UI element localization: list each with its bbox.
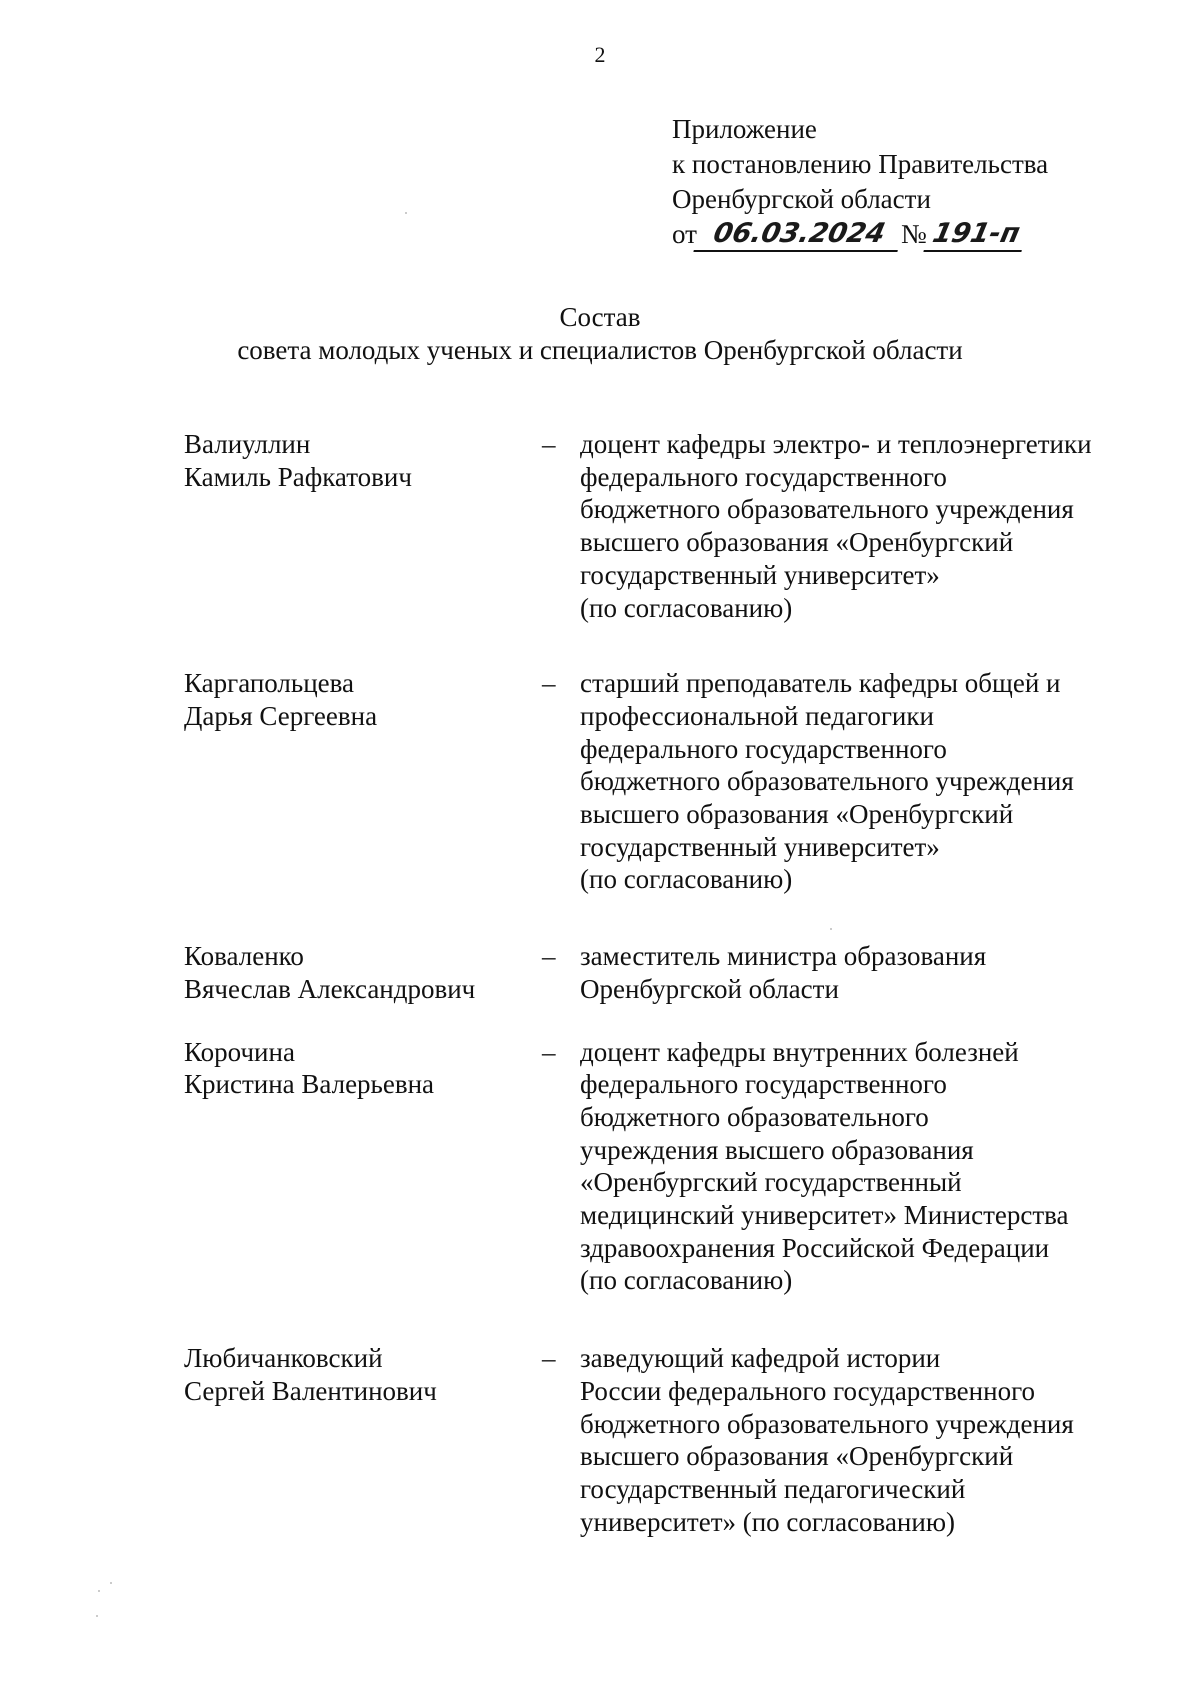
scan-speck — [110, 1582, 112, 1584]
role-line: старший преподаватель кафедры общей и — [580, 668, 1061, 699]
member-role — [580, 428, 1144, 624]
role-line: бюджетного образовательного учреждения — [580, 766, 1074, 797]
appendix-line-2: к постановлению Правительства — [672, 149, 1049, 179]
dash-separator: – — [542, 429, 556, 459]
document-title — [0, 301, 1200, 367]
role-line: (по согласованию) — [580, 1265, 793, 1296]
scan-speck — [830, 928, 832, 930]
member-given-names: Дарья Сергеевна — [184, 700, 378, 731]
member-given-names: Камиль Рафкатович — [184, 461, 412, 492]
handwritten-number: 191-п — [923, 218, 1028, 252]
role-line: медицинский университет» Министерства — [580, 1200, 1069, 1231]
member-entry — [184, 428, 1144, 624]
member-surname: Корочина — [184, 1036, 295, 1067]
role-line: «Оренбургский государственный — [580, 1167, 962, 1198]
dash-separator: – — [542, 941, 556, 972]
member-surname: Каргапольцева — [184, 668, 355, 699]
role-line: профессиональной педагогики — [580, 700, 934, 731]
member-surname: Коваленко — [184, 941, 304, 972]
scan-speck — [96, 1615, 98, 1617]
member-given-names: Сергей Валентинович — [184, 1375, 437, 1406]
role-line: здравоохранения Российской Федерации — [580, 1232, 1050, 1263]
role-line: (по согласованию) — [580, 592, 793, 623]
role-line: доцент кафедры внутренних болезней — [580, 1036, 1019, 1067]
member-role — [580, 1342, 1144, 1538]
member-role — [580, 667, 1144, 896]
dash-separator: – — [542, 668, 556, 699]
member-role — [580, 940, 1144, 1005]
member-name — [184, 1036, 542, 1101]
role-line: заведующий кафедрой истории — [580, 1343, 941, 1374]
member-entry — [184, 667, 1144, 896]
member-name — [184, 940, 542, 1005]
number-label: № — [900, 219, 927, 249]
role-line: государственный педагогический — [580, 1473, 966, 1504]
member-name — [184, 428, 542, 493]
members-list — [184, 428, 1144, 1538]
role-line: бюджетного образовательного — [580, 1101, 929, 1132]
appendix-line-3: Оренбургской области — [672, 184, 931, 214]
role-line: доцент кафедры электро- и теплоэнергетики — [580, 429, 1092, 459]
dash-separator: – — [542, 1036, 556, 1067]
member-surname: Любичанковский — [184, 1343, 383, 1374]
role-line: учреждения высшего образования — [580, 1134, 974, 1165]
member-surname: Валиуллин — [184, 429, 311, 459]
appendix-date-number-line — [672, 217, 1048, 257]
appendix-header — [672, 112, 1048, 257]
role-line: государственный университет» — [580, 831, 940, 862]
member-given-names: Вячеслав Александрович — [184, 973, 476, 1004]
role-line: России федерального государственного — [580, 1375, 1035, 1406]
role-line: бюджетного образовательного учреждения — [580, 494, 1074, 525]
title-line-1: Состав — [559, 302, 641, 332]
page-number: 2 — [594, 42, 606, 67]
member-given-names: Кристина Валерьевна — [184, 1069, 435, 1100]
role-line: высшего образования «Оренбургский — [580, 799, 1014, 830]
member-entry — [184, 1036, 1144, 1298]
title-line-2: совета молодых ученых и специалистов Оренбургской области — [237, 335, 963, 365]
appendix-line-1: Приложение — [672, 114, 817, 144]
member-name — [184, 667, 542, 732]
role-line: федерального государственного — [580, 461, 947, 492]
dash-separator: – — [542, 1343, 556, 1374]
scan-speck — [405, 212, 407, 214]
role-line: высшего образования «Оренбургский — [580, 1441, 1014, 1472]
role-line: государственный университет» — [580, 559, 940, 590]
role-line: заместитель министра образования — [580, 941, 987, 972]
role-line: федерального государственного — [580, 733, 947, 764]
role-line: Оренбургской области — [580, 973, 839, 1004]
member-name — [184, 1342, 542, 1407]
role-line: федерального государственного — [580, 1069, 947, 1100]
role-line: высшего образования «Оренбургский — [580, 527, 1014, 558]
handwritten-date: 06.03.2024 — [693, 218, 904, 252]
member-role — [580, 1036, 1144, 1298]
member-entry — [184, 1342, 1144, 1538]
member-entry — [184, 940, 1144, 1005]
role-line: университет» (по согласованию) — [580, 1506, 955, 1537]
role-line: (по согласованию) — [580, 864, 793, 895]
scan-speck — [98, 1590, 100, 1592]
role-line: бюджетного образовательного учреждения — [580, 1408, 1074, 1439]
from-label: от — [672, 219, 697, 249]
